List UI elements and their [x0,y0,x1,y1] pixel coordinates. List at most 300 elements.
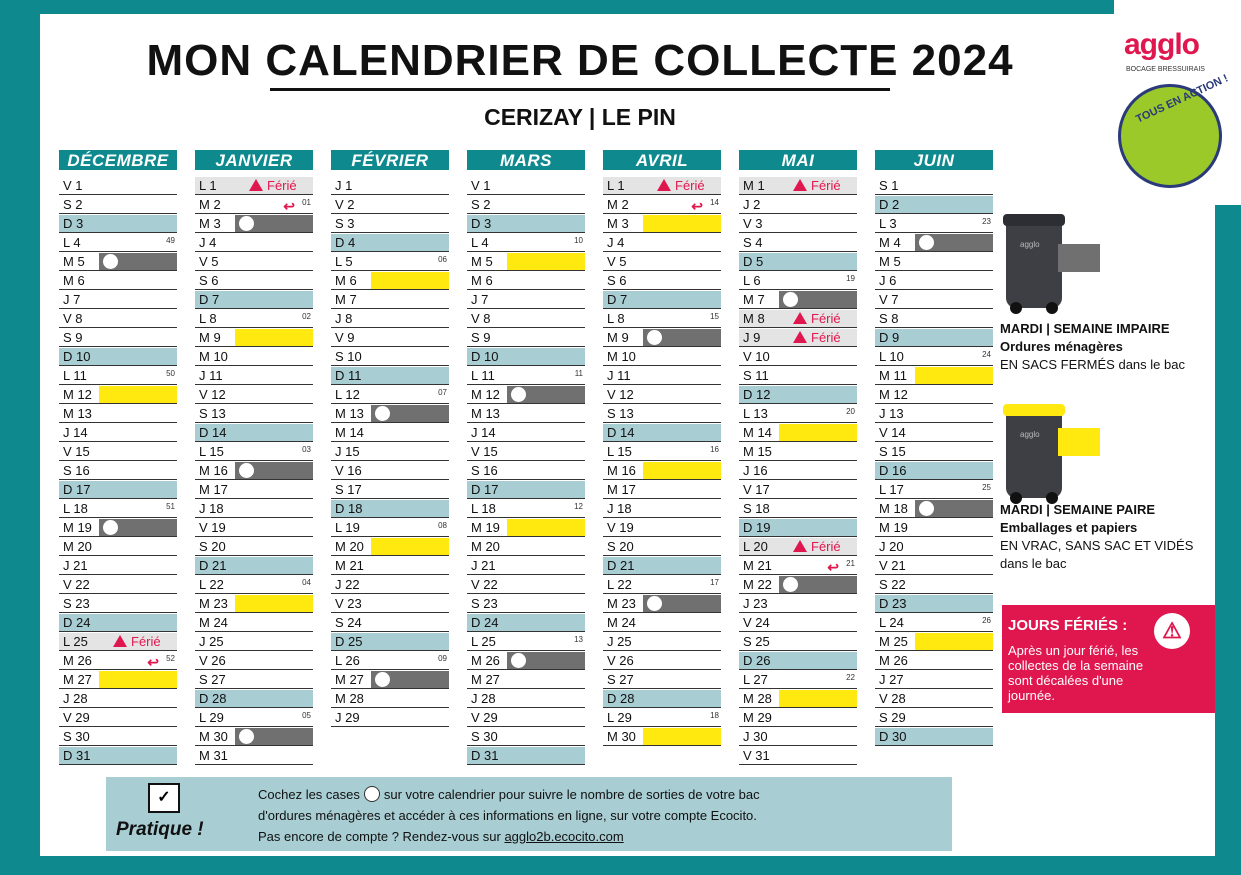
day-label: D 2 [879,197,900,212]
week-number: 20 [846,407,855,416]
day-label: S 16 [471,463,498,478]
ordures-collection-bar [915,500,993,517]
shift-arrow-icon: ↩ [691,198,703,214]
day-label: L 26 [335,653,360,668]
day-label: L 25 [471,634,496,649]
day-row [467,614,585,632]
day-label: M 23 [607,596,636,611]
day-row [739,595,857,613]
day-label: S 8 [879,311,899,326]
day-label: M 24 [607,615,636,630]
day-row [875,329,993,347]
day-row [195,671,313,689]
day-label: M 29 [743,710,772,725]
day-row [59,557,177,575]
day-row [331,481,449,499]
day-label: S 13 [199,406,226,421]
day-row [875,405,993,423]
day-row [195,310,313,328]
month-header [331,150,449,170]
day-label: V 26 [607,653,634,668]
day-label: J 29 [335,710,360,725]
day-label: M 16 [199,463,228,478]
tick-checkbox-icon[interactable] [647,596,662,611]
day-row [467,462,585,480]
emballages-collection-bar [235,329,313,346]
day-label: D 30 [879,729,907,744]
month-3 [331,150,449,728]
day-row [603,633,721,651]
day-label: S 9 [471,330,491,345]
day-row [875,215,993,233]
day-row [603,728,721,746]
week-number: 07 [438,388,447,397]
day-label: S 25 [743,634,770,649]
month-7 [875,150,993,747]
week-number: 49 [166,236,175,245]
day-row [59,424,177,442]
month-1 [59,150,177,766]
day-row [875,671,993,689]
day-row [195,424,313,442]
day-label: D 26 [743,653,771,668]
day-label: D 14 [607,425,635,440]
day-row [59,576,177,594]
day-row [875,500,993,518]
emballages-collection-bar [643,728,721,745]
month-name: JUIN [913,151,955,170]
day-row [739,671,857,689]
day-label: L 4 [471,235,489,250]
week-number: 51 [166,502,175,511]
agglo-logo: agglo [1124,28,1199,61]
day-row [59,367,177,385]
day-row [59,747,177,765]
week-number: 26 [982,616,991,625]
day-label: J 15 [335,444,360,459]
day-label: J 4 [199,235,217,250]
day-row [739,329,857,347]
day-label: M 30 [607,729,636,744]
ordures-collection-bar [235,728,313,745]
day-label: J 28 [471,691,496,706]
day-label: M 6 [471,273,493,288]
day-row [195,690,313,708]
day-label: L 17 [879,482,904,497]
day-label: L 19 [335,520,360,535]
day-label: S 27 [607,672,634,687]
day-label: M 9 [199,330,221,345]
day-row [59,386,177,404]
bin-brand-2: agglo [1020,430,1040,439]
day-label: J 18 [607,501,632,516]
day-label: D 21 [199,558,227,573]
day-label: V 26 [199,653,226,668]
day-label: L 8 [607,311,625,326]
day-label: L 18 [471,501,496,516]
day-row [467,386,585,404]
day-label: V 1 [471,178,491,193]
week-number: 04 [302,578,311,587]
day-label: D 21 [607,558,635,573]
tick-checkbox-icon[interactable] [511,653,526,668]
day-label: M 23 [199,596,228,611]
ordures-collection-bar [371,671,449,688]
month-year: 2023 [104,181,132,193]
week-number: 25 [982,483,991,492]
day-row [739,405,857,423]
legend-impaire [1000,321,1185,372]
day-row [59,481,177,499]
day-row [467,500,585,518]
day-label: M 22 [743,577,772,592]
day-label: S 30 [63,729,90,744]
emballages-collection-bar [99,671,177,688]
warning-icon [113,635,127,647]
day-row [195,614,313,632]
day-label: M 27 [63,672,92,687]
day-label: M 21 [743,558,772,573]
day-label: J 18 [199,501,224,516]
tick-checkbox-icon[interactable] [375,406,390,421]
day-row [875,519,993,537]
week-number: 11 [574,369,583,378]
day-label: L 29 [607,710,632,725]
day-label: D 10 [63,349,91,364]
checkbox-circle-icon [364,786,380,802]
month-name: FÉVRIER [351,151,429,170]
day-label: M 5 [879,254,901,269]
week-number: 23 [982,217,991,226]
day-label: J 21 [471,558,496,573]
day-label: J 20 [879,539,904,554]
day-label: J 21 [63,558,88,573]
ordures-collection-bar [507,652,585,669]
day-label: D 12 [743,387,771,402]
day-row [603,652,721,670]
ecocito-link[interactable]: agglo2b.ecocito.com [504,829,624,844]
day-label: M 8 [743,311,765,326]
day-label: L 6 [743,273,761,288]
day-label: M 9 [607,330,629,345]
day-row [331,405,449,423]
day-row [603,386,721,404]
week-number: 06 [438,255,447,264]
day-label: V 9 [335,330,355,345]
day-row [195,291,313,309]
day-label: M 26 [63,653,92,668]
pratique-box [106,777,952,851]
day-label: J 11 [199,368,223,383]
ordures-collection-bar [779,291,857,308]
day-label: J 13 [879,406,904,421]
ferie-label: Férié [249,177,297,195]
day-row [739,367,857,385]
day-label: M 28 [743,691,772,706]
day-row [739,215,857,233]
day-label: S 27 [199,672,226,687]
day-label: M 31 [199,748,228,763]
day-row [739,728,857,746]
day-row [875,728,993,746]
day-row [331,462,449,480]
day-row [59,671,177,689]
day-row [467,348,585,366]
day-row [59,329,177,347]
day-row [603,595,721,613]
day-label: V 1 [63,178,83,193]
day-row [739,614,857,632]
day-row [467,652,585,670]
day-label: M 28 [335,691,364,706]
day-row [331,310,449,328]
day-row [603,310,721,328]
tick-checkbox-icon[interactable] [375,672,390,687]
yellow-lid-bin-icon [1006,410,1062,498]
day-row [195,519,313,537]
day-row [603,177,721,195]
week-number: 03 [302,445,311,454]
tick-checkbox-icon[interactable] [239,463,254,478]
tick-checkbox-icon[interactable] [103,254,118,269]
day-label: M 2 [199,197,221,212]
day-row [875,196,993,214]
day-row [739,386,857,404]
day-label: V 19 [199,520,226,535]
day-row [603,690,721,708]
day-row [739,519,857,537]
day-row [739,177,857,195]
day-row [331,291,449,309]
day-label: D 24 [471,615,499,630]
legend-yellow-swatch [1058,428,1100,456]
day-row [195,633,313,651]
ordures-collection-bar [235,215,313,232]
week-number: 18 [710,711,719,720]
day-row [875,595,993,613]
tick-checkbox-icon[interactable] [919,501,934,516]
week-number: 24 [982,350,991,359]
day-row [467,538,585,556]
day-row [467,519,585,537]
title-underline [270,88,890,91]
week-number: 19 [846,274,855,283]
day-row [331,538,449,556]
tick-checkbox-icon[interactable] [783,577,798,592]
day-label: M 26 [471,653,500,668]
emballages-collection-bar [915,367,993,384]
day-label: V 28 [879,691,906,706]
day-label: D 28 [199,691,227,706]
day-label: V 16 [335,463,362,478]
day-row [467,234,585,252]
day-label: L 11 [471,368,495,383]
day-label: D 7 [607,292,628,307]
day-label: S 29 [879,710,906,725]
day-row [195,538,313,556]
day-row [603,424,721,442]
day-label: V 19 [607,520,634,535]
day-label: L 20 [743,539,768,554]
day-row [603,538,721,556]
day-row [195,576,313,594]
week-number: 13 [574,635,583,644]
day-label: L 1 [199,178,217,193]
emballages-collection-bar [643,215,721,232]
day-row [739,652,857,670]
day-label: J 28 [63,691,88,706]
day-row [331,386,449,404]
tick-checkbox-icon[interactable] [103,520,118,535]
day-label: L 12 [335,387,360,402]
day-label: M 18 [879,501,908,516]
day-row [467,215,585,233]
day-label: D 28 [607,691,635,706]
day-row [331,253,449,271]
day-label: S 1 [879,178,899,193]
day-row [739,291,857,309]
day-label: M 25 [879,634,908,649]
day-label: D 31 [63,748,91,763]
day-row [331,690,449,708]
day-row [59,500,177,518]
day-label: D 17 [471,482,499,497]
day-row [195,481,313,499]
day-row [59,177,177,195]
tick-checkbox-icon[interactable] [239,216,254,231]
week-number: 05 [302,711,311,720]
day-label: M 5 [471,254,493,269]
day-label: S 24 [335,615,362,630]
ferie-label: Férié [793,329,841,347]
ferie-label: Férié [113,633,161,651]
tick-checkbox-icon[interactable] [783,292,798,307]
day-row [467,747,585,765]
day-row [195,367,313,385]
day-row [739,310,857,328]
day-label: L 5 [335,254,353,269]
day-label: S 20 [607,539,634,554]
day-label: S 23 [471,596,498,611]
day-row [331,614,449,632]
day-row [59,253,177,271]
day-label: D 25 [335,634,363,649]
day-label: M 12 [471,387,500,402]
month-header [603,150,721,170]
day-label: V 7 [879,292,899,307]
emballages-collection-bar [235,595,313,612]
day-row [875,272,993,290]
legend-grey-swatch [1058,244,1100,272]
jours-feries-box [1002,605,1215,713]
day-row [603,462,721,480]
month-2 [195,150,313,766]
day-label: L 10 [879,349,904,364]
warning-icon [793,540,807,552]
day-row [331,177,449,195]
day-row [875,576,993,594]
emballages-collection-bar [99,386,177,403]
day-row [603,367,721,385]
day-label: L 22 [607,577,632,592]
day-label: J 1 [335,178,353,193]
day-label: D 18 [335,501,363,516]
warning-icon [249,179,263,191]
month-6 [739,150,857,766]
day-label: M 13 [335,406,364,421]
day-label: J 14 [63,425,88,440]
day-label: M 21 [335,558,364,573]
day-label: M 13 [63,406,92,421]
day-label: V 31 [743,748,770,763]
day-row [195,405,313,423]
week-number: 01 [302,198,311,207]
day-label: M 27 [471,672,500,687]
day-row [331,671,449,689]
day-label: M 26 [879,653,908,668]
emballages-collection-bar [779,424,857,441]
day-label: V 14 [879,425,906,440]
day-label: V 24 [743,615,770,630]
legend-impaire-title: MARDI | SEMAINE IMPAIRE [1000,321,1170,336]
day-row [467,709,585,727]
day-row [739,747,857,765]
warning-icon [793,179,807,191]
day-row [195,253,313,271]
ordures-collection-bar [371,405,449,422]
pratique-line1a: Cochez les cases [258,787,360,802]
day-label: S 6 [607,273,627,288]
emballages-collection-bar [371,272,449,289]
day-label: D 7 [199,292,220,307]
day-row [59,462,177,480]
day-label: S 10 [335,349,362,364]
day-row [603,272,721,290]
day-label: M 24 [199,615,228,630]
day-label: L 3 [879,216,897,231]
day-row [875,234,993,252]
day-row [739,538,857,556]
day-row [195,443,313,461]
day-label: V 3 [743,216,763,231]
day-label: M 2 [607,197,629,212]
day-row [331,557,449,575]
tick-checkbox-icon[interactable] [239,729,254,744]
week-number: 16 [710,445,719,454]
day-label: J 7 [63,292,81,307]
day-label: S 15 [879,444,906,459]
week-number: 52 [166,654,175,663]
day-row [875,652,993,670]
day-row [875,348,993,366]
day-label: V 21 [879,558,906,573]
day-label: S 4 [743,235,763,250]
day-row [875,367,993,385]
month-name: MARS [499,151,553,170]
day-row [467,728,585,746]
tick-checkbox-icon[interactable] [511,387,526,402]
day-label: D 24 [63,615,91,630]
tick-checkbox-icon[interactable] [919,235,934,250]
day-label: S 20 [199,539,226,554]
day-label: M 4 [879,235,901,250]
page-title: MON CALENDRIER DE COLLECTE 2024 [146,36,1014,85]
day-row [467,405,585,423]
day-row [195,329,313,347]
tick-checkbox-icon[interactable] [647,330,662,345]
day-row [331,576,449,594]
day-label: M 7 [743,292,765,307]
